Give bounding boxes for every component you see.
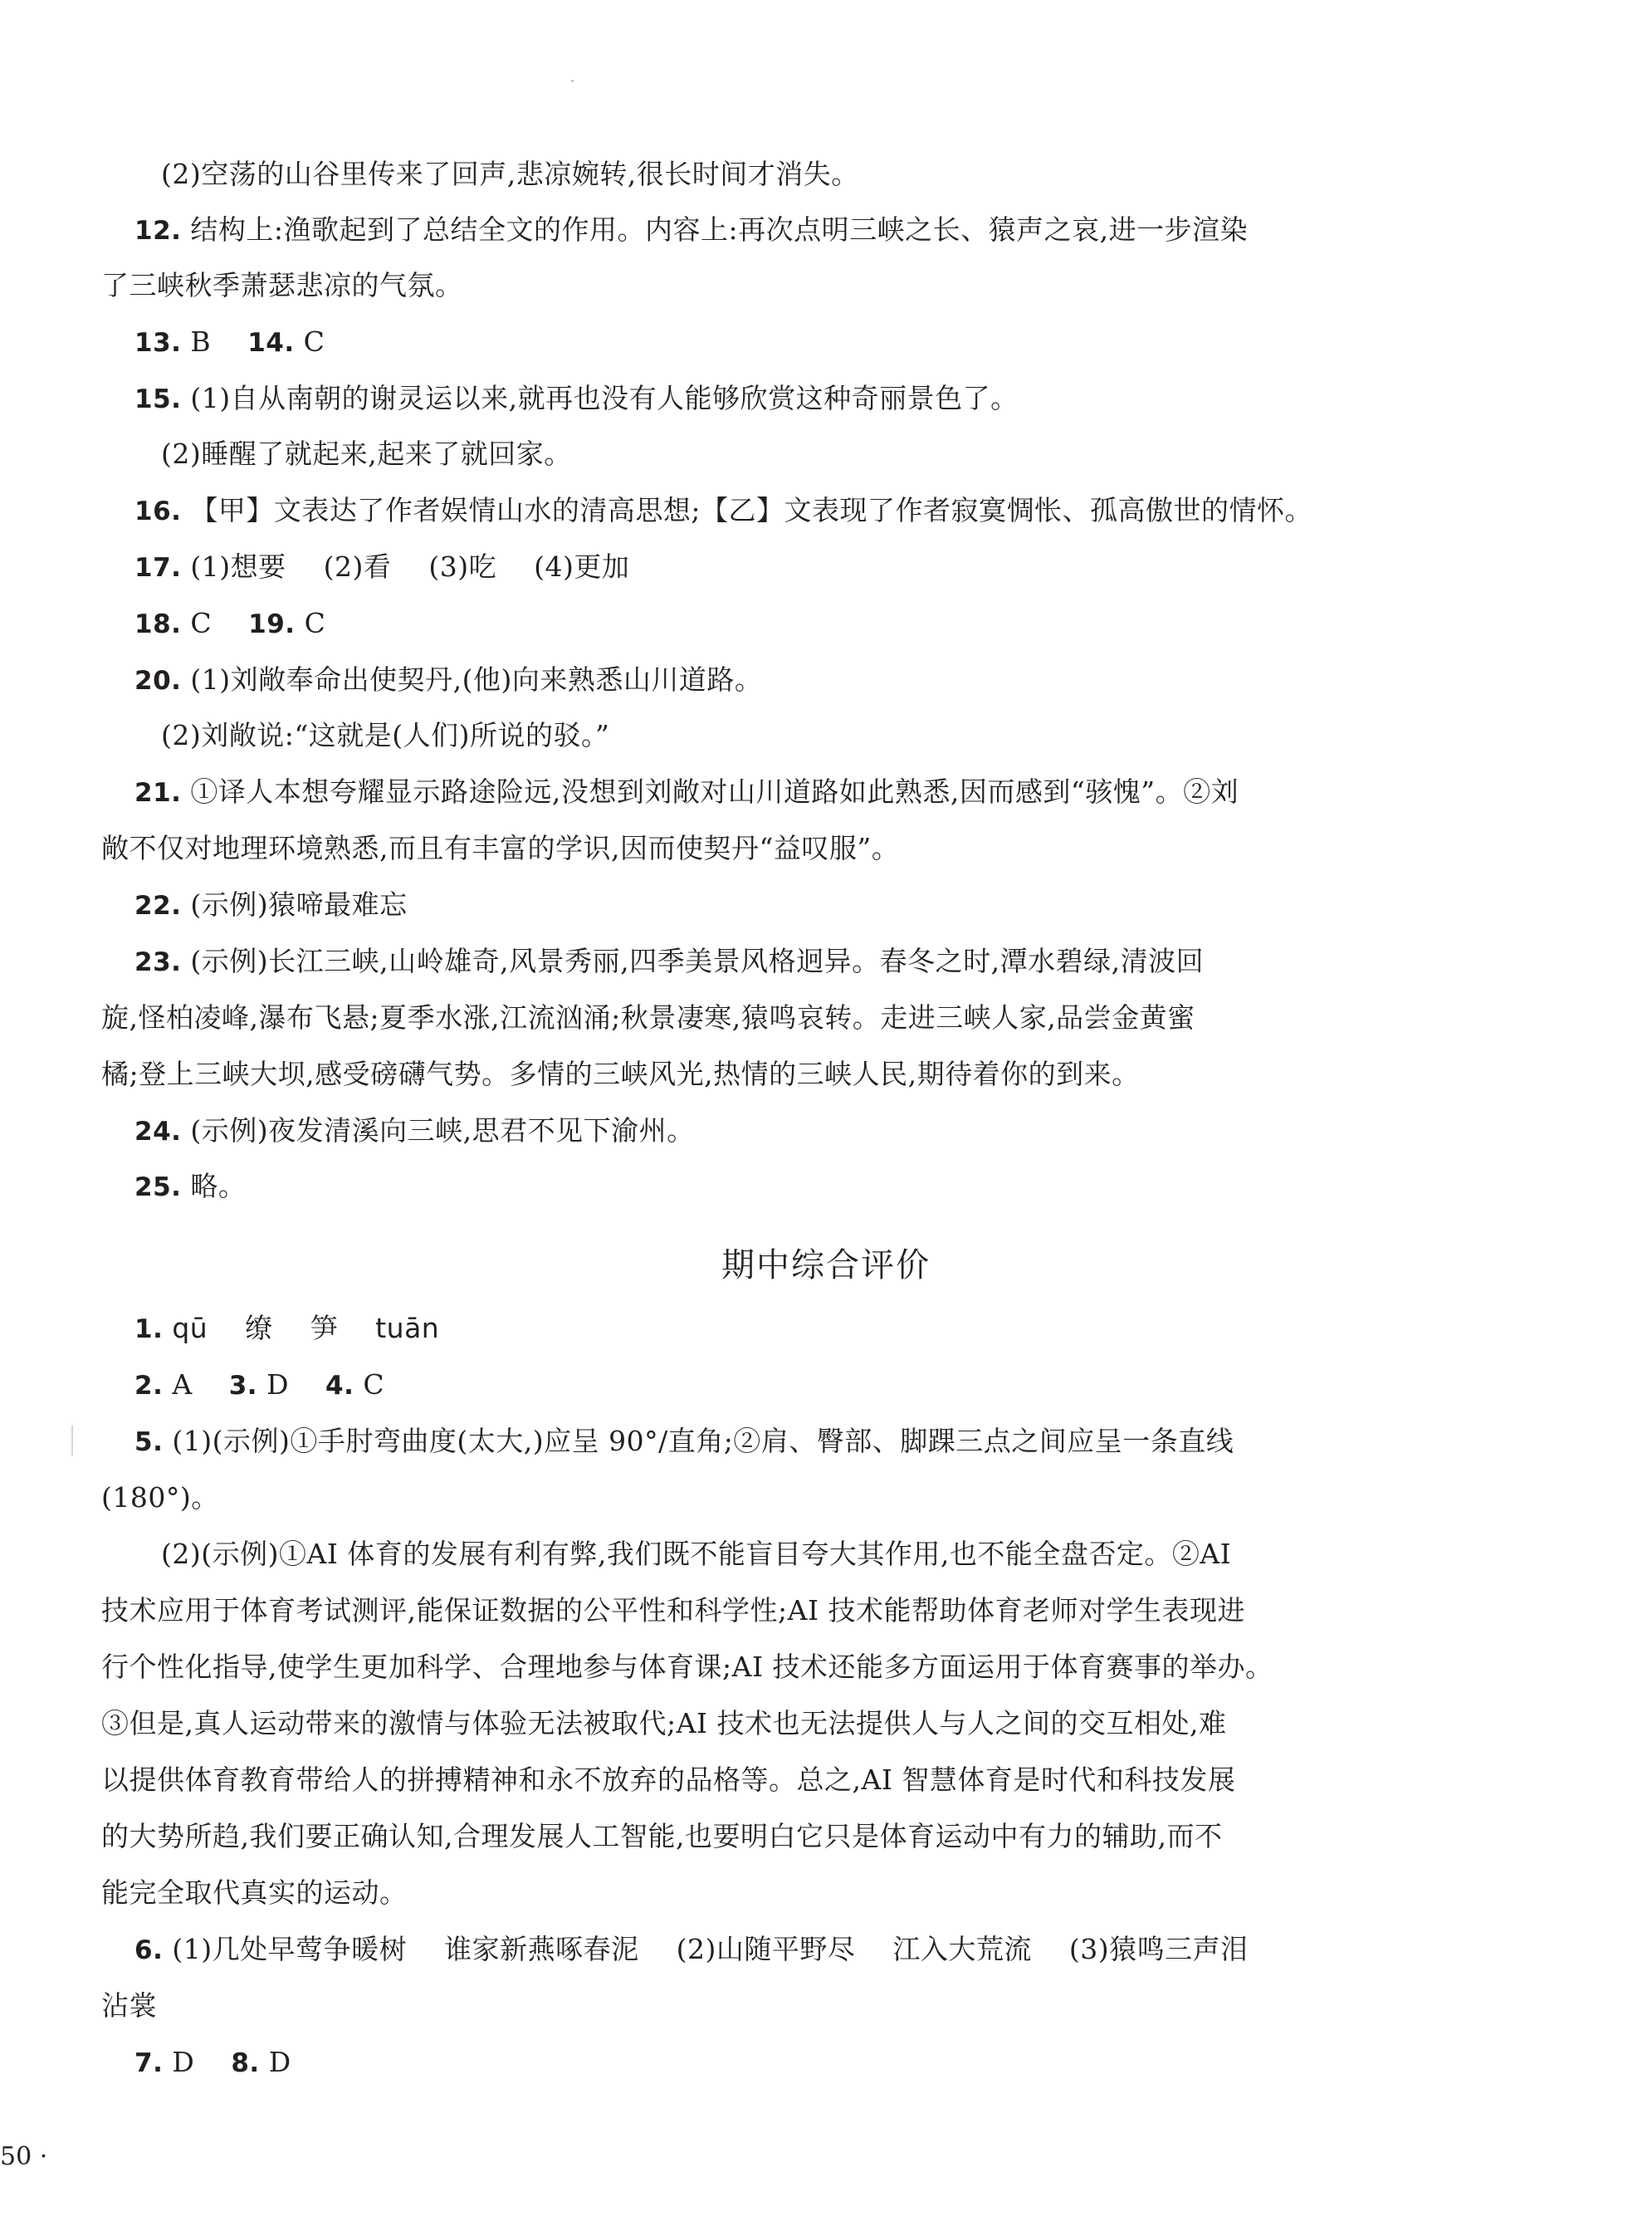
text: (2)刘敞说:“这就是(人们)所说的驳。”	[161, 719, 610, 751]
text: (示例)夜发清溪向三峡,思君不见下渝州。	[190, 1114, 695, 1147]
text: 的大势所趋,我们要正确认知,合理发展人工智能,也要明白它只是体育运动中有力的辅助,而不	[101, 1820, 1223, 1852]
text: (2)看	[323, 550, 392, 583]
midterm-answer-5-2	[161, 1538, 1231, 1571]
midterm-answer-6	[134, 1933, 1249, 1967]
answer-11-2	[161, 158, 859, 191]
text: 行个性化指导,使学生更加科学、合理地参与体育课;AI 技术还能多方面运用于体育赛事的举办。	[101, 1651, 1273, 1683]
text: 笋	[310, 1312, 339, 1344]
text: (2)山随平野尽	[676, 1933, 856, 1965]
answer-13-14	[134, 325, 325, 360]
text: 沾裳	[101, 1989, 157, 2022]
midterm-answer-2-4	[134, 1368, 384, 1402]
text: ③但是,真人运动带来的激情与体验无法被取代;AI 技术也无法提供人与人之间的交互相处,难	[101, 1707, 1227, 1739]
text: 旋,怪柏凌峰,瀑布飞悬;夏季水涨,江流汹涌;秋景凄寒,猿鸣哀转。走进三峡人家,品尝金黄蜜	[101, 1001, 1195, 1034]
midterm-answer-5-1-cont	[101, 1481, 219, 1514]
midterm-answer-5-2-cont-1	[101, 1594, 1245, 1627]
page-number: 50 ·	[0, 2142, 48, 2171]
choice: C	[363, 1368, 385, 1401]
text: 【甲】文表达了作者娱情山水的清高思想;【乙】文表现了作者寂寞惆怅、孤高傲世的情怀。	[190, 494, 1313, 526]
question-number: 20.	[134, 666, 182, 696]
midterm-answer-5-2-cont-6	[101, 1876, 408, 1910]
midterm-answer-5-1	[134, 1425, 1234, 1459]
answer-23-cont-2	[101, 1058, 1140, 1091]
text: 敞不仅对地理环境熟悉,而且有丰富的学识,因而使契丹“益叹服”。	[101, 832, 900, 864]
text: (1)几处早莺争暖树	[172, 1933, 408, 1965]
question-number: 24.	[134, 1117, 182, 1147]
text: 了三峡秋季萧瑟悲凉的气氛。	[101, 269, 463, 301]
choice: D	[268, 2046, 291, 2078]
midterm-answer-5-2-cont-5	[101, 1820, 1222, 1853]
text: 橘;登上三峡大坝,感受磅礴气势。多情的三峡风光,热情的三峡人民,期待着你的到来。	[101, 1058, 1140, 1090]
text: 略。	[190, 1170, 247, 1202]
text: (1)想要	[190, 550, 286, 583]
choice: A	[172, 1368, 193, 1401]
answer-23-cont-1	[101, 1001, 1195, 1035]
text: qū	[172, 1312, 208, 1344]
text: ①译人本想夸耀显示路途险远,没想到刘敞对山川道路如此熟悉,因而感到“骇愧”。②刘	[190, 775, 1239, 808]
answer-17	[134, 550, 629, 585]
text: (示例)猿啼最难忘	[190, 888, 408, 921]
text: (1)(示例)①手肘弯曲度(太大,)应呈 90°/直角;②肩、臀部、脚踝三点之间应呈一条直线	[172, 1425, 1234, 1457]
answer-12	[134, 213, 1248, 247]
choice: C	[304, 607, 326, 639]
question-number: 23.	[134, 947, 182, 977]
section-title: 期中综合评价	[721, 1246, 931, 1284]
text: (2)空荡的山谷里传来了回声,悲凉婉转,很长时间才消失。	[161, 158, 859, 190]
answer-18-19	[134, 607, 325, 641]
text: 技术应用于体育考试测评,能保证数据的公平性和科学性;AI 技术能帮助体育老师对学生表现进	[101, 1594, 1245, 1627]
question-number: 7.	[134, 2048, 164, 2078]
choice: C	[303, 325, 325, 358]
text: (2)(示例)①AI 体育的发展有利有弊,我们既不能盲目夸大其作用,也不能全盘否定。②AI	[161, 1538, 1232, 1570]
margin-mark	[71, 1426, 73, 1455]
question-number: 15.	[134, 384, 182, 414]
text: (3)吃	[428, 550, 497, 583]
midterm-answer-5-2-cont-4	[101, 1764, 1235, 1797]
question-number: 1.	[134, 1314, 164, 1344]
text: (180°)。	[101, 1481, 219, 1514]
text: (2)睡醒了就起来,起来了就回家。	[161, 438, 572, 470]
midterm-answer-5-2-cont-3	[101, 1707, 1226, 1740]
choice: B	[190, 325, 212, 358]
midterm-answer-6-cont	[101, 1989, 157, 2023]
answer-15-1	[134, 382, 1019, 416]
question-number: 18.	[134, 609, 182, 639]
text: 谁家新燕啄春泥	[444, 1933, 639, 1965]
question-number: 17.	[134, 553, 182, 583]
question-number: 16.	[134, 497, 182, 526]
choice: C	[190, 607, 213, 639]
answer-25	[134, 1170, 246, 1204]
answer-16	[134, 494, 1312, 528]
choice: D	[266, 1368, 290, 1401]
text: (4)更加	[534, 550, 630, 583]
midterm-answer-1	[134, 1312, 439, 1346]
question-number: 3.	[228, 1371, 258, 1401]
text: 江入大荒流	[892, 1933, 1032, 1965]
question-number: 8.	[231, 2048, 260, 2078]
question-number: 21.	[134, 778, 182, 808]
question-number: 5.	[134, 1427, 164, 1457]
question-number: 22.	[134, 891, 182, 921]
text: (示例)长江三峡,山岭雄奇,风景秀丽,四季美景风格迥异。春冬之时,潭水碧绿,清波回	[190, 945, 1205, 977]
question-number: 25.	[134, 1172, 182, 1202]
top-dot-mark	[571, 80, 574, 82]
text: 以提供体育教育带给人的拼搏精神和永不放弃的品格等。总之,AI 智慧体育是时代和科技发展	[101, 1764, 1236, 1796]
answer-23	[134, 945, 1204, 979]
question-number: 13.	[134, 328, 182, 358]
midterm-answer-5-2-cont-2	[101, 1651, 1273, 1684]
text: tuān	[375, 1312, 440, 1344]
answer-21	[134, 775, 1239, 810]
answer-21-cont	[101, 832, 899, 865]
text: (1)自从南朝的谢灵运以来,就再也没有人能够欣赏这种奇丽景色了。	[190, 382, 1019, 414]
answer-20-2	[161, 719, 609, 752]
answer-22	[134, 888, 408, 922]
text: 能完全取代真实的运动。	[101, 1876, 408, 1909]
question-number: 19.	[248, 609, 296, 639]
midterm-answer-7-8	[134, 2046, 291, 2080]
question-number: 6.	[134, 1935, 164, 1965]
answer-24	[134, 1114, 695, 1148]
text: 缭	[245, 1312, 273, 1344]
question-number: 14.	[247, 328, 295, 358]
choice: D	[172, 2046, 195, 2078]
text: (1)刘敞奉命出使契丹,(他)向来熟悉山川道路。	[190, 663, 763, 696]
text: (3)猿鸣三声泪	[1068, 1933, 1249, 1965]
answer-12-cont	[101, 269, 463, 302]
question-number: 4.	[325, 1371, 354, 1401]
text: 结构上:渔歌起到了总结全文的作用。内容上:再次点明三峡之长、猿声之哀,进一步渲染	[190, 213, 1249, 246]
answer-20-1	[134, 663, 762, 697]
answer-15-2	[161, 438, 572, 471]
question-number: 2.	[134, 1371, 164, 1401]
question-number: 12.	[134, 216, 182, 246]
